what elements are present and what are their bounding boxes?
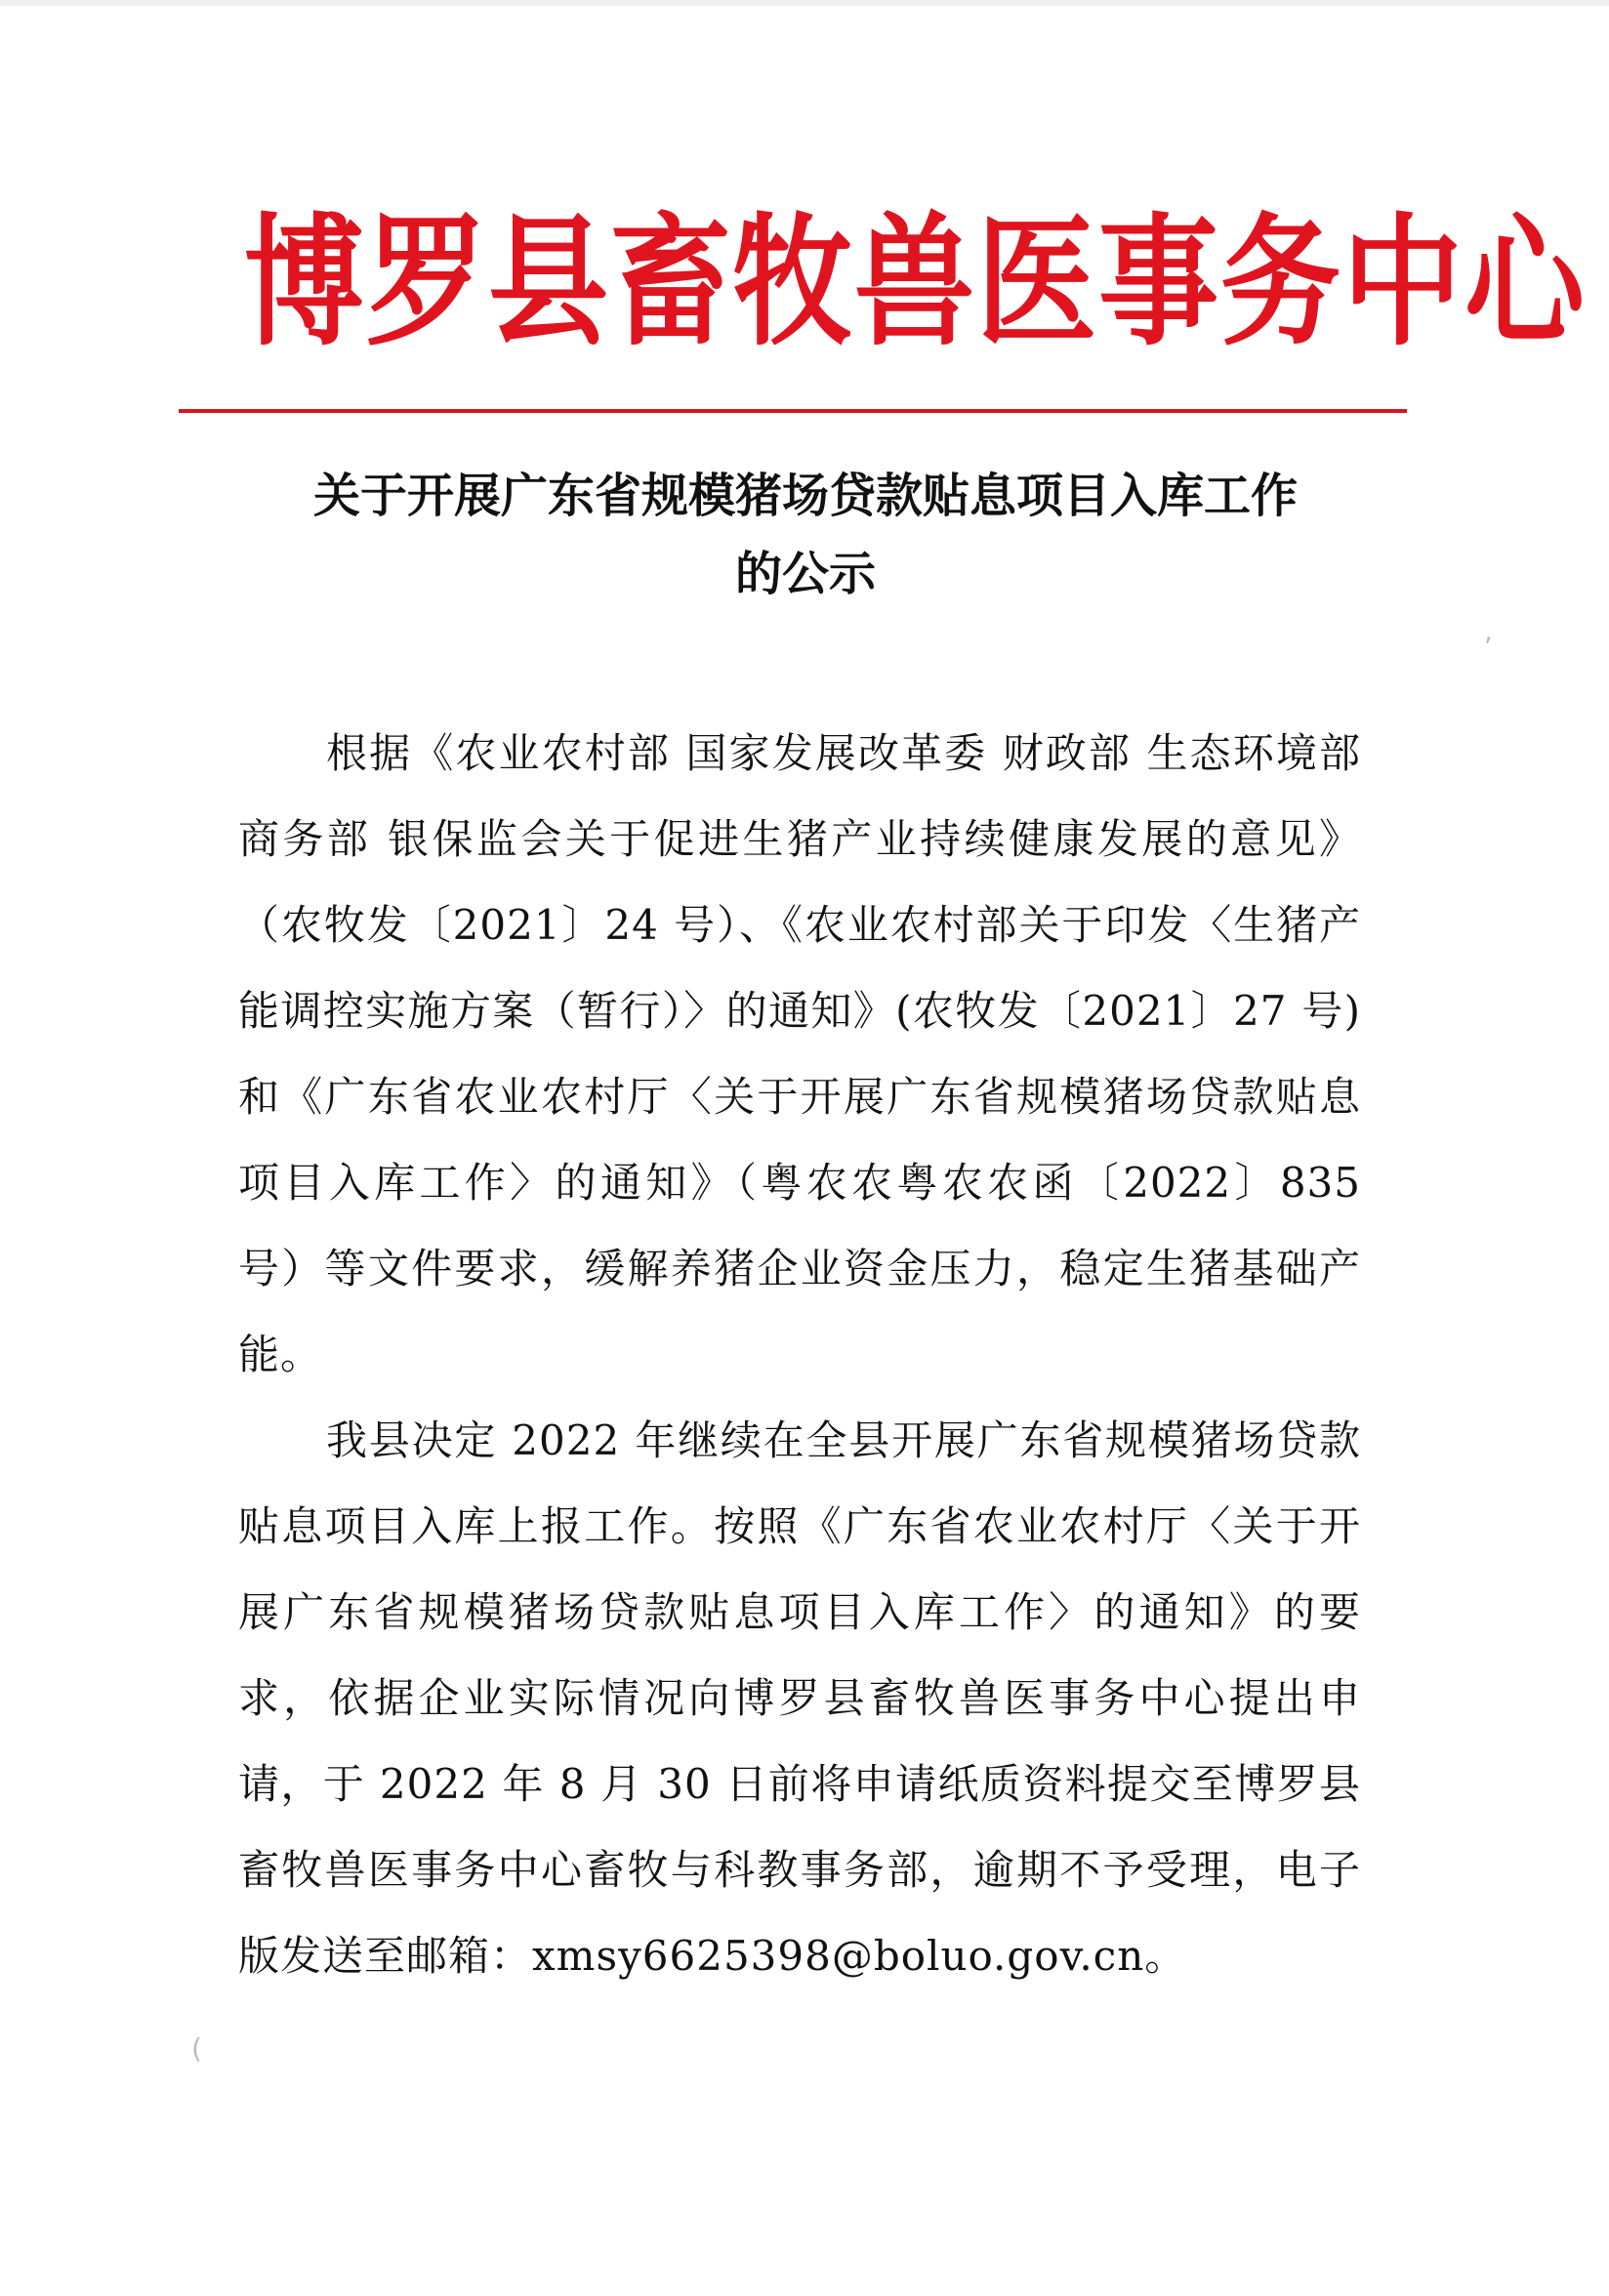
notice-title bbox=[176, 457, 1435, 613]
body-paragraph-2: 我县决定 2022 年继续在全县开展广东省规模猪场贷款贴息项目入库上报工作。按照《广东省农业农村厅〈关于开展广东省规模猪场贷款贴息项目入库工作〉的通知》的要求，依据企业实际情况向博罗县畜牧兽医事务中心提出申请，于 2022 年 8 月 30 日前将申请纸质资料提交至博罗县畜牧兽医事务中心畜牧与科教事务部，逾期不予受理，电子版发送至邮箱：xmsy6625398@boluo.gov.cn。 bbox=[238, 1416, 1361, 1980]
scan-speck: , bbox=[1484, 615, 1493, 647]
notice-body bbox=[238, 711, 1361, 1999]
notice-title-line1: 关于开展广东省规模猪场贷款贴息项目入库工作 bbox=[312, 469, 1298, 523]
notice-title-line2: 的公示 bbox=[734, 547, 876, 601]
scan-speck: ( bbox=[191, 2032, 202, 2065]
header-red-rule bbox=[179, 409, 1407, 413]
organization-header: 博罗县畜牧兽医事务中心 bbox=[244, 200, 1587, 366]
body-paragraph-1: 根据《农业农村部 国家发展改革委 财政部 生态环境部 商务部 银保监会关于促进生猪产业持续健康发展的意见》（农牧发〔2021〕24 号）、《农业农村部关于印发〈生猪产能调控实施方案（暂行）〉的通知》(农牧发〔2021〕27 号)和《广东省农业农村厅〈关于开展广东省规模猪场贷款贴息项目入库工作〉的通知》（粤农农粤农农函〔2022〕835 号）等文件要求，缓解养猪企业资金压力，稳定生猪基础产能。 bbox=[238, 729, 1361, 1378]
page-top-edge bbox=[0, 0, 1609, 6]
